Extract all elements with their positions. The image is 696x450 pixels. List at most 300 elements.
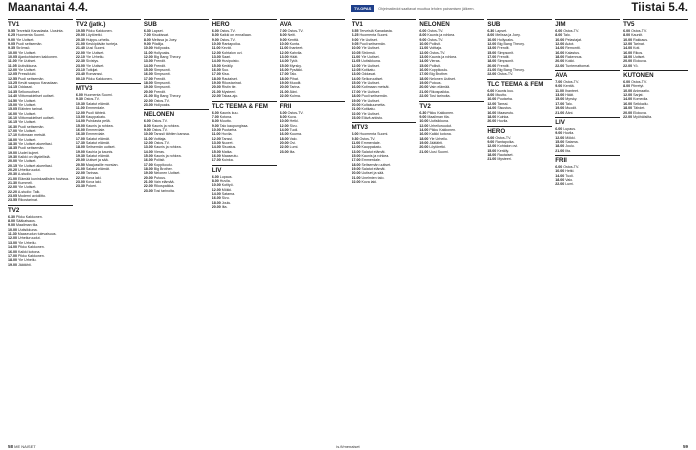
program-time: 20.00: [623, 59, 633, 64]
program-time: 21.30: [8, 181, 17, 186]
program-title: Simpsonit.: [497, 50, 515, 55]
program-time: 10.00: [623, 88, 633, 93]
program-title: Maaseutu.: [221, 153, 239, 158]
program-title: Simpsonit.: [153, 81, 171, 86]
program-time: 6.00: [211, 110, 219, 115]
program-time: 10.05: [8, 55, 17, 60]
program-title: Pikku Kakkonen.: [85, 76, 113, 81]
program-title: Kaunis ja rohkea.: [361, 153, 390, 158]
program-title: Myrsky.: [565, 97, 578, 102]
program-time: 20.00: [487, 63, 497, 68]
program-time: 11.00: [211, 46, 221, 51]
program-title: Uutiset ja sää.: [361, 171, 385, 176]
program-title: Myrsky.: [289, 63, 302, 68]
program-title: Myöhäisilta.: [633, 114, 653, 119]
program-time: 9.05: [8, 42, 15, 47]
program-time: 9.00: [555, 131, 563, 136]
program-time: 18.00: [487, 152, 497, 157]
program-title: Sisustus.: [497, 106, 512, 111]
program-title: Ostos-TV.: [153, 98, 170, 103]
program-time: 16.10: [8, 115, 17, 120]
program-time: 9.00: [487, 139, 495, 144]
program-time: 7.00: [211, 114, 219, 119]
program-title: Ostos-TV.: [287, 110, 304, 115]
program-title: Terveisiä Kanadasta.: [359, 29, 393, 33]
program-time: 21.00: [555, 148, 565, 153]
program-time: 8.00: [419, 33, 427, 38]
program-time: 9.00: [143, 42, 151, 47]
program-time: 17.00: [143, 76, 153, 81]
program-time: 12.00: [75, 110, 85, 115]
program-title: Oddasat.: [361, 72, 377, 77]
program-title: Yle Uutiset.: [361, 46, 380, 51]
program-time: 21.00: [351, 175, 361, 180]
channel-block: [419, 101, 484, 154]
program-time: 17.00: [351, 158, 361, 163]
program-time: 18.00: [555, 144, 565, 149]
program-title: Ostos-TV.: [153, 140, 170, 145]
program-title: Rikostarinat.: [221, 81, 242, 86]
program-time: 12.05: [8, 72, 17, 77]
program-time: 18.00: [351, 94, 361, 99]
schedule-column: [419, 18, 484, 441]
program-time: 10.00: [419, 119, 429, 124]
program-title: Viittomakieliset uutiset.: [18, 115, 55, 120]
program-title: Tanssi.: [221, 136, 233, 141]
program-time: 21.00: [555, 110, 565, 115]
site-footer: is.fi/menaiset: [336, 444, 360, 449]
tv-guide-logo: TV-OPAS: [351, 5, 374, 12]
program-title: Neiti.: [287, 33, 296, 38]
program-time: 8.00: [623, 84, 631, 89]
program-title: Kaikki on täydellistä.: [18, 154, 51, 159]
program-time: 6.00: [211, 29, 219, 33]
program-title: Maailman tila.: [16, 223, 39, 228]
program-time: 11.00: [211, 132, 221, 137]
program-time: 10.00: [487, 97, 497, 102]
program-time: 14.00: [279, 59, 289, 64]
magazine-name: ME NAISET: [14, 444, 36, 449]
program-title: Lapset.: [151, 29, 164, 33]
schedule-column: [280, 18, 345, 441]
program-time: 23.05: [8, 194, 17, 199]
program-title: Romanssi.: [85, 72, 103, 77]
program-time: 14.00: [211, 59, 221, 64]
channel-block: [623, 19, 688, 68]
program-title: Yle Uutiset.: [17, 50, 37, 55]
program-time: 17.00: [8, 128, 17, 133]
program-item: [419, 150, 484, 154]
program-time: 21.00: [8, 176, 17, 181]
program-title: Hollyoaks.: [497, 37, 514, 42]
program-title: Ostos-TV.: [631, 80, 647, 85]
program-time: 22.00: [143, 98, 153, 103]
program-title: Uusi Suomi.: [429, 149, 449, 154]
channel-block: [212, 101, 277, 163]
program-time: 11.00: [419, 46, 429, 51]
program-time: 11.00: [351, 55, 361, 60]
program-time: 16.00: [8, 111, 17, 116]
program-title: Puoli seitsemän.: [361, 94, 388, 99]
program-time: 8.00: [487, 93, 495, 98]
program-title: Lapset.: [495, 29, 508, 33]
program-title: Uutisikkuna.: [18, 227, 38, 232]
program-time: 6.00: [555, 164, 563, 169]
program-time: 10.00: [211, 183, 221, 188]
program-title: Yle Uutiset.: [361, 98, 380, 103]
program-time: 21.00: [419, 149, 429, 154]
program-title: Kahvila.: [289, 50, 303, 55]
program-time: 13.00: [419, 55, 429, 60]
program-time: 16.00: [623, 101, 633, 106]
program-title: Ostos-TV.: [151, 119, 168, 124]
program-time: 8.00: [143, 123, 151, 128]
program-title: Uutisikkuna.: [361, 59, 381, 64]
program-time: 11.00: [279, 46, 289, 51]
schedule-column: [144, 18, 209, 441]
program-title: Yle Uutiset alueeltasi.: [17, 141, 53, 146]
program-title: Yle Uutiset.: [17, 98, 37, 103]
program-title: Yle Uutiset.: [17, 159, 37, 164]
program-title: Yle Uutiset.: [361, 81, 380, 86]
program-time: 14.00: [419, 127, 429, 132]
program-title: Urheiluruudut.: [18, 168, 41, 172]
program-time: 16.00: [623, 50, 633, 55]
program-title: Tytöt.: [289, 59, 299, 64]
program-title: Kauppakatu.: [361, 145, 382, 150]
tuesday-schedule: [352, 18, 689, 441]
program-title: Huomenta Suomi.: [83, 93, 113, 98]
program-title: Takaa-ajo.: [221, 94, 239, 99]
program-time: 6.30: [8, 214, 15, 219]
program-title: Koti.: [633, 46, 641, 51]
program-time: 16.00: [211, 153, 221, 158]
program-title: Kaunis ja rohkea.: [85, 123, 114, 128]
schedule-column: [212, 18, 277, 441]
program-title: Puoli seitsemän.: [18, 146, 45, 151]
program-time: 14.40: [8, 94, 17, 99]
program-time: 18.00: [419, 76, 429, 81]
program-time: 20.00: [279, 140, 289, 145]
program-time: 17.30: [75, 140, 85, 145]
schedule-column: [555, 18, 620, 441]
program-title: Seitsemän uutiset.: [85, 145, 116, 150]
program-time: 8.00: [211, 119, 219, 124]
program-title: Simpsonit.: [497, 59, 515, 64]
program-time: 6.00: [487, 88, 495, 93]
program-title: Pilailija.: [151, 42, 164, 47]
program-title: Löytöretki.: [429, 145, 446, 150]
program-time: 12.00: [487, 42, 497, 47]
program-time: 12.00: [555, 135, 565, 140]
program-title: Huomenta Suomi.: [359, 132, 389, 137]
program-title: Keräily.: [221, 63, 234, 68]
channel-name: KUTONEN: [623, 70, 688, 79]
program-time: 9.35: [8, 46, 15, 51]
program-title: Puutarha.: [221, 127, 238, 132]
channel-name: FRII: [555, 155, 620, 164]
program-title: Ostos-TV.: [83, 97, 100, 102]
program-time: 20.00: [279, 85, 289, 90]
program-time: 18.00: [555, 55, 565, 60]
program-title: Kuinka.: [497, 114, 510, 119]
program-title: Kultakuumetta.: [361, 102, 386, 107]
program-title: Melissa ja Joey.: [495, 33, 521, 38]
program-title: Rautaiset.: [221, 76, 238, 81]
program-title: Sääkatsaus.: [16, 219, 36, 224]
program-time: 22.00: [555, 182, 565, 187]
program-title: Rakkaus.: [633, 37, 649, 42]
program-time: 18.00: [487, 114, 497, 119]
channel-block: [76, 83, 141, 189]
program-title: Elämää kuninkaallisten hovissa.: [18, 176, 69, 181]
program-title: Hollyoaks.: [153, 46, 171, 51]
program-time: 23.40: [75, 72, 85, 77]
program-time: 23.00: [143, 102, 153, 107]
program-title: Kisukissat.: [151, 33, 169, 38]
program-title: Emmerdale.: [85, 127, 106, 132]
program-time: 7.00: [279, 29, 287, 33]
program-time: 9.05: [351, 42, 359, 47]
program-title: Uutisikkuna.: [429, 119, 449, 124]
program-item: [352, 116, 417, 120]
right-page-number: 59: [682, 444, 688, 449]
program-title: Kenttä.: [287, 37, 300, 42]
program-title: Ääni.: [565, 110, 574, 115]
program-time: 18.00: [487, 59, 497, 64]
program-title: Kotimaan metsät.: [361, 85, 390, 90]
program-title: Big Bang Theory.: [497, 42, 525, 47]
program-time: 22.00: [351, 111, 361, 116]
program-title: Salatut elämät.: [361, 166, 386, 171]
program-time: 20.00: [351, 171, 361, 176]
program-title: Huomenta Suomi.: [359, 33, 389, 38]
program-time: 20.50: [75, 162, 85, 167]
program-time: 10.05: [351, 50, 361, 55]
program-time: 22.00: [75, 171, 85, 176]
program-time: 18.00: [555, 177, 565, 182]
program-time: 22.00: [623, 114, 633, 119]
program-title: Huvila.: [563, 131, 575, 136]
program-title: Tosi tarinoita.: [429, 94, 451, 99]
program-title: Rautaiset.: [497, 152, 514, 157]
program-title: Nelonen Uutiset.: [429, 76, 456, 81]
channel-block: [8, 205, 73, 267]
program-time: 8.00: [279, 114, 287, 119]
program-time: 21.00: [211, 89, 221, 94]
program-title: Yle Urheilu.: [429, 136, 448, 141]
program-time: 16.00: [419, 132, 429, 137]
program-title: Joulu.: [565, 144, 575, 149]
program-time: 18.30: [8, 141, 17, 146]
program-title: Elokuva.: [633, 59, 647, 64]
program-title: Rakennus.: [565, 55, 583, 60]
program-title: Ostos-TV.: [287, 29, 304, 33]
program-title: Kaikki on ennallaan.: [219, 33, 252, 38]
program-time: 21.00: [351, 107, 361, 112]
program-time: 11.00: [143, 50, 153, 55]
program-time: 15.00: [419, 63, 429, 68]
program-time: 14.00: [211, 145, 221, 150]
program-title: Maaseutu.: [497, 110, 515, 115]
program-item: [352, 180, 417, 184]
channel-name: SUB: [144, 19, 209, 28]
program-time: 21.00: [279, 89, 289, 94]
program-title: Pikku Kakkonen.: [429, 127, 457, 132]
program-time: 10.00: [555, 37, 565, 42]
program-title: Yle Uutiset.: [359, 37, 378, 42]
program-title: Rikospaikka.: [429, 89, 450, 94]
program-title: Elävä arkisto.: [361, 115, 384, 120]
program-title: Rikostarinat.: [18, 198, 38, 203]
program-time: 19.55: [75, 29, 85, 33]
program-item: [144, 189, 209, 193]
program-time: 12.00: [8, 236, 17, 241]
program-title: Yle Uutiset alueeltasi.: [17, 163, 53, 168]
program-title: Puoli seitsemän.: [18, 124, 45, 129]
program-title: Yle Uutiset.: [17, 111, 37, 116]
channel-name: TV2: [419, 101, 484, 110]
program-title: Ilta.: [565, 148, 572, 153]
program-time: 22.00: [8, 185, 17, 190]
program-title: Frendit.: [153, 89, 166, 94]
program-time: 8.00: [211, 33, 219, 38]
program-time: 20.15: [8, 163, 17, 168]
program-title: Kaunis ja rohkea.: [153, 153, 182, 158]
program-title: Frendit.: [497, 55, 510, 60]
program-title: Eläinten tarinat.: [18, 107, 43, 112]
program-title: Talo kaupungissa.: [219, 123, 249, 128]
program-time: 14.00: [143, 149, 153, 154]
program-title: Yle Uutiset.: [17, 102, 37, 107]
program-title: Kaunis ja rohkea.: [151, 123, 180, 128]
program-title: Ostos-TV.: [151, 127, 168, 132]
program-title: Ostos-TV.: [563, 29, 580, 33]
program-time: 8.00: [623, 33, 631, 38]
program-time: 18.00: [75, 145, 85, 150]
program-item: [555, 149, 620, 153]
program-time: 6.00: [623, 29, 631, 33]
program-time: 23.30: [75, 184, 85, 189]
program-time: 20.00: [419, 145, 429, 150]
schedule-columns: [8, 18, 688, 441]
program-title: Kaunis kuu.: [495, 88, 515, 93]
program-title: Keräily.: [497, 148, 510, 153]
program-time: 14.00: [143, 63, 153, 68]
left-day-heading: Maanantai 4.4.: [8, 2, 89, 14]
program-title: Suo.: [221, 68, 230, 73]
program-title: Satama.: [221, 192, 236, 196]
program-time: 13.00: [487, 46, 497, 51]
program-time: 12.00: [487, 144, 497, 149]
program-time: 00.10: [75, 76, 85, 81]
program-title: Frendit.: [153, 63, 166, 68]
program-time: 18.00: [143, 166, 153, 171]
program-title: Yle Urheilu.: [17, 240, 37, 245]
program-title: Kova laki.: [85, 180, 102, 184]
program-time: 19.30: [8, 154, 17, 159]
program-title: Ilta.: [221, 205, 228, 210]
program-time: 15.00: [351, 81, 361, 86]
program-title: Tarinat.: [633, 42, 645, 47]
channel-name: LIV: [555, 117, 620, 126]
channel-block: [352, 19, 417, 120]
program-title: Voittaja.: [153, 136, 167, 141]
program-title: Sivu.: [221, 196, 230, 201]
program-time: 6.00: [419, 29, 427, 33]
program-title: Vain elämää.: [153, 180, 175, 184]
program-time: 9.00: [419, 114, 427, 119]
program-time: 14.50: [8, 98, 17, 103]
program-title: Yle Uutiset.: [361, 111, 380, 116]
program-time: 10.30: [75, 101, 85, 106]
program-title: Yle Uutiset.: [85, 50, 105, 55]
program-time: 20.00: [8, 159, 17, 164]
program-title: Pikku Kakkonen.: [18, 245, 45, 250]
program-title: Kotimaan metsät.: [18, 133, 46, 138]
program-title: Yle Uutiset.: [17, 128, 37, 133]
channel-block: [487, 19, 552, 77]
program-title: Kotikatu.: [361, 68, 376, 73]
program-title: Salatut elämät.: [85, 136, 110, 141]
program-title: Sisustus.: [221, 145, 237, 150]
channel-name: HERO: [212, 19, 277, 28]
program-title: Ostos-TV.: [563, 80, 580, 85]
program-time: 22.00: [211, 94, 221, 99]
program-time: 8.00: [487, 33, 495, 38]
channel-block: [212, 165, 277, 210]
program-title: Ajankohtainen kakkonen.: [17, 55, 58, 60]
program-time: 9.00: [555, 84, 563, 89]
program-title: Frendit.: [153, 59, 166, 64]
program-time: 16.00: [143, 72, 153, 77]
program-title: Kotityö.: [221, 183, 234, 188]
program-item: [76, 184, 141, 188]
program-time: 15.00: [555, 97, 565, 102]
right-day-heading: Tiistai 5.4.: [631, 2, 688, 14]
program-title: Mökki.: [221, 187, 233, 192]
program-time: 21.00: [75, 42, 85, 47]
program-time: 6.25: [351, 33, 359, 38]
program-title: Sivu.: [289, 123, 298, 128]
monday-schedule: [8, 18, 345, 441]
program-title: Tanssii tähtien kanssa.: [153, 132, 190, 137]
program-title: Yle Uutiset.: [17, 185, 37, 190]
program-title: Unelmien talo.: [361, 175, 385, 180]
program-time: 13.00: [211, 140, 221, 145]
program-time: 15.00: [211, 149, 221, 154]
program-title: Pikku Kakkonen.: [427, 110, 455, 115]
program-title: Maailman tila.: [427, 114, 450, 119]
program-time: 19.00: [419, 140, 429, 145]
program-time: 20.00: [623, 110, 633, 115]
program-item: [623, 64, 688, 68]
schedule-disclaimer: Ohjelmatiedot saattavat muuttua lehden painamisen jälkeen.: [378, 6, 475, 11]
program-item: [76, 77, 141, 81]
program-time: 14.00: [487, 106, 497, 111]
program-time: 20.20: [8, 168, 17, 172]
program-time: 15.00: [75, 123, 85, 128]
program-title: Pihat.: [289, 76, 299, 81]
program-time: 12.00: [211, 187, 221, 192]
program-time: 22.00: [351, 180, 361, 184]
program-title: Huvila.: [219, 178, 231, 183]
channel-name: FRII: [280, 101, 345, 110]
program-title: Lumi.: [565, 182, 575, 187]
program-time: 11.30: [8, 232, 17, 237]
program-title: Löytöretki.: [85, 33, 103, 38]
program-time: 21.00: [143, 94, 153, 99]
